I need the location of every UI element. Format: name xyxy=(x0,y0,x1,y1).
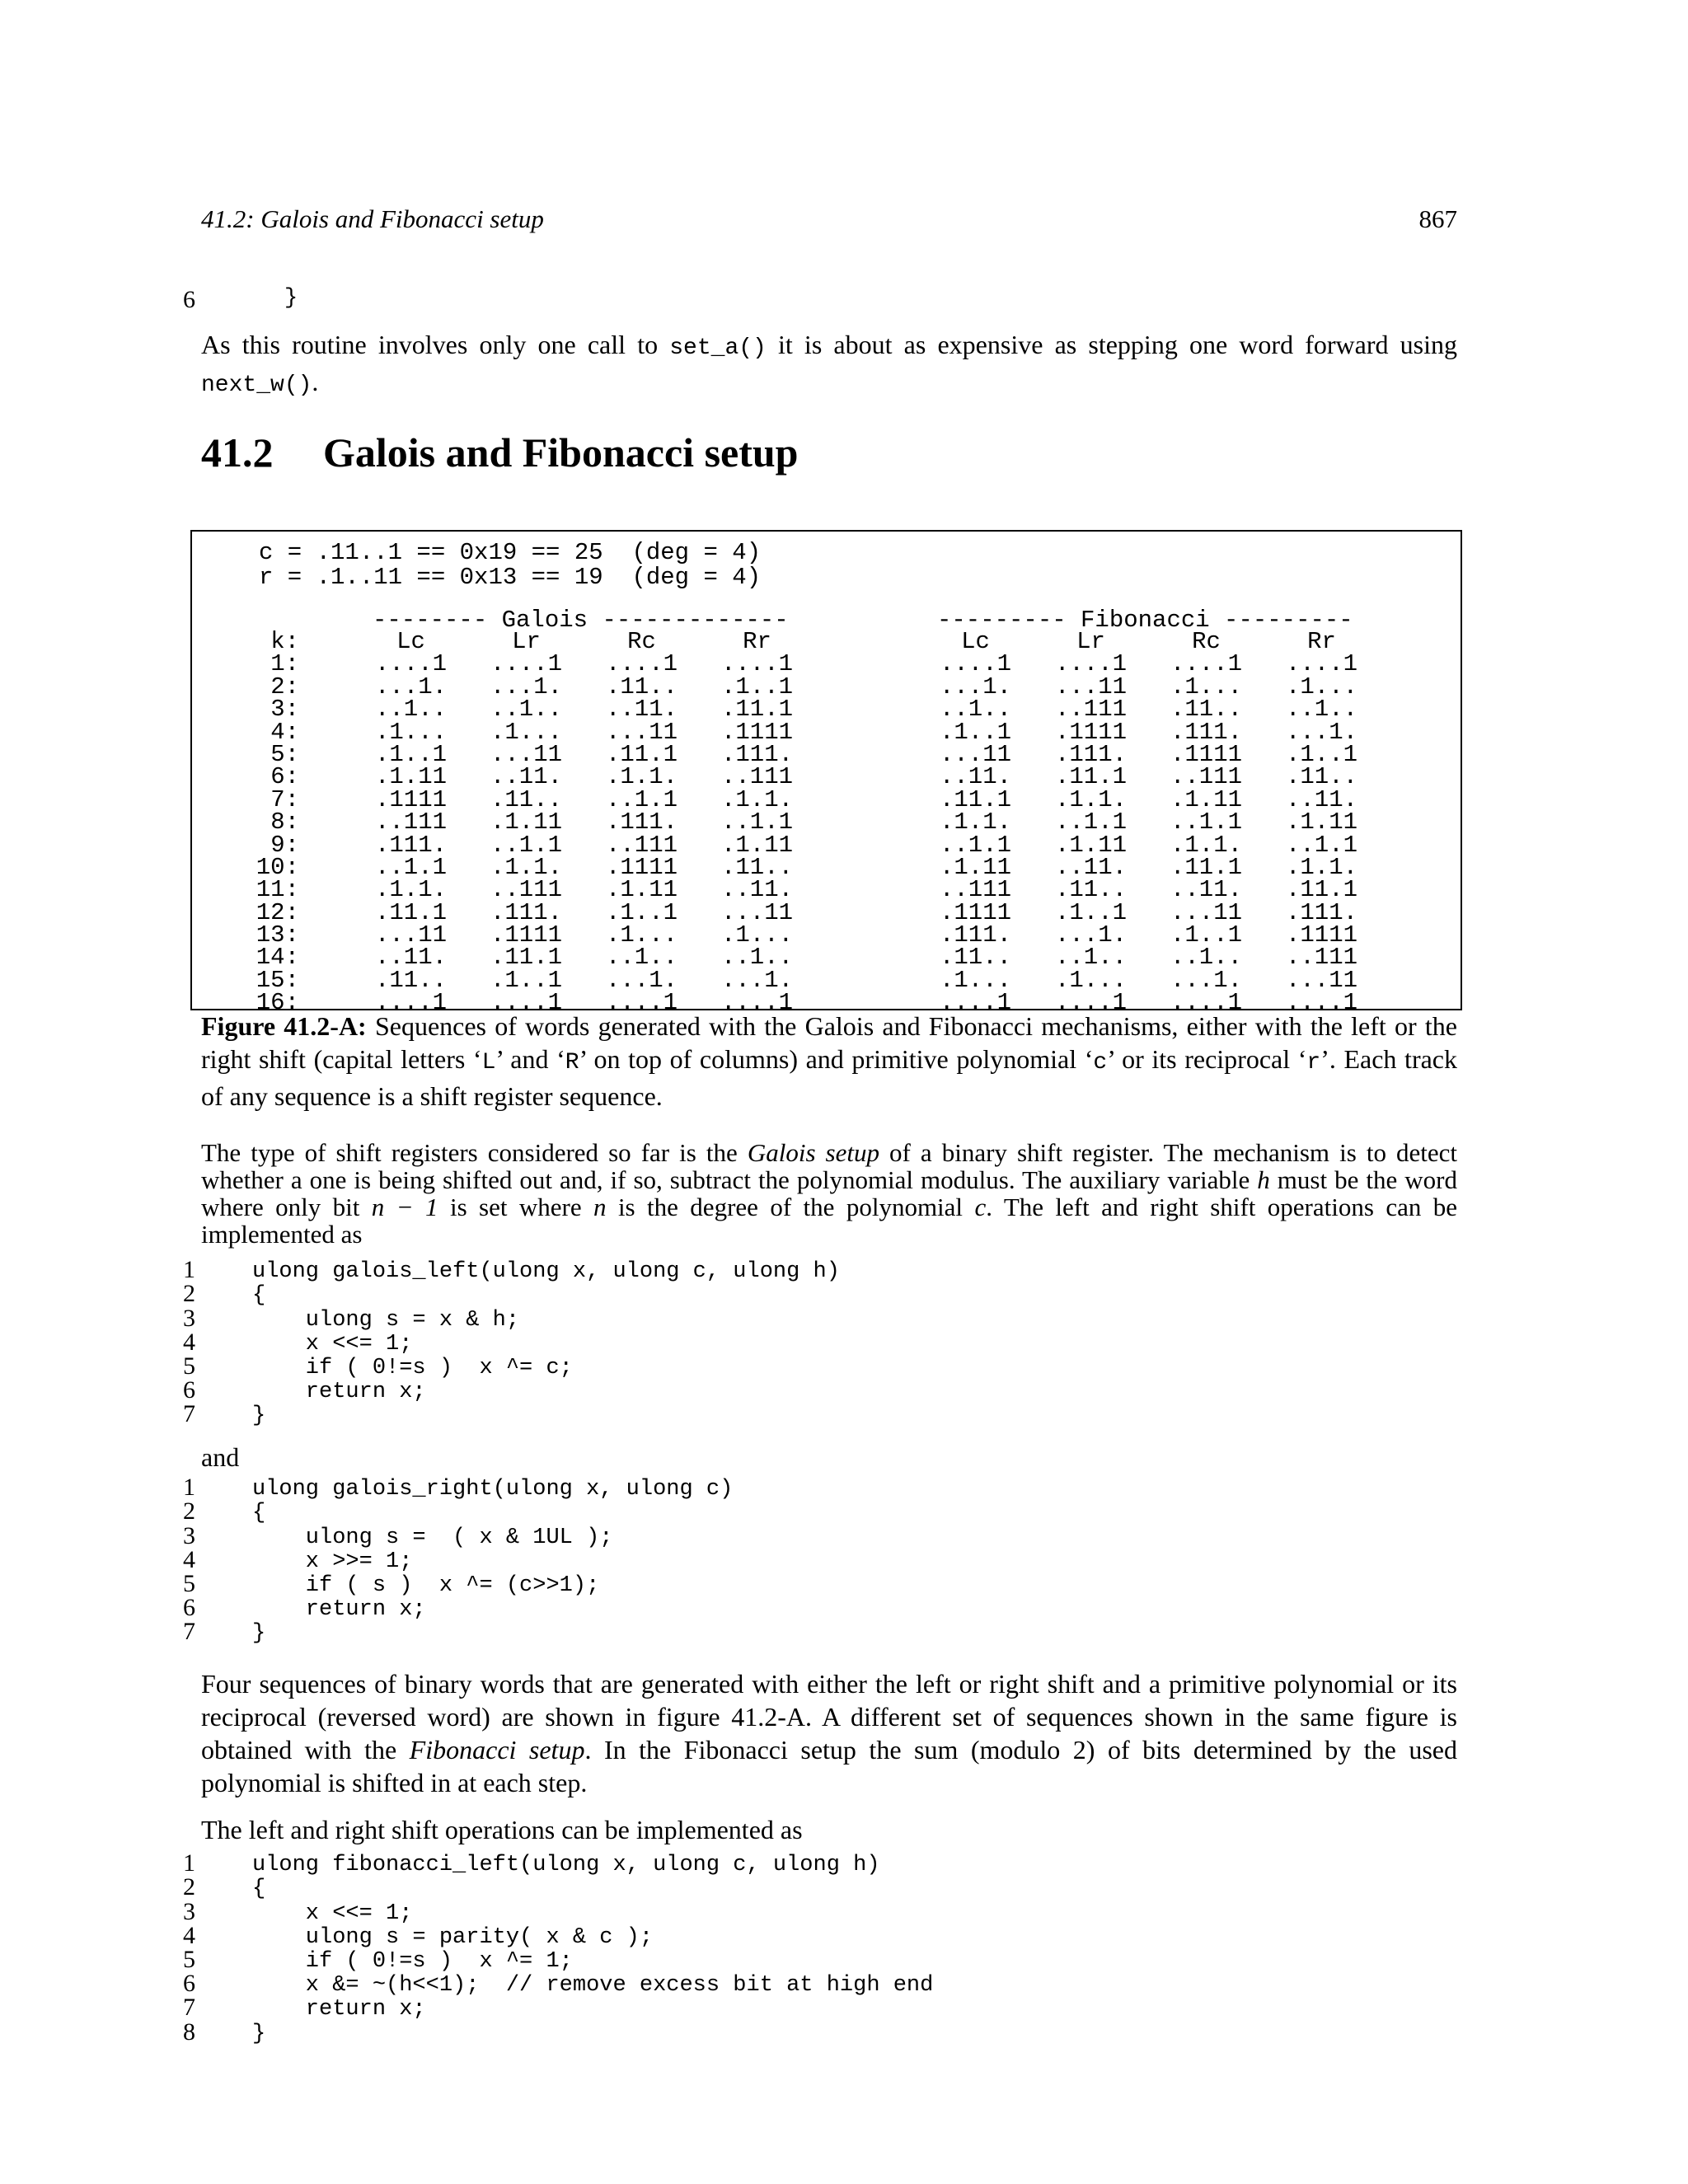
code-listing-galois-left xyxy=(183,1256,840,1429)
sequence-cell: .1... xyxy=(720,921,793,949)
sequence-cell: .1111 xyxy=(605,853,678,881)
sequence-cell: .1.11 xyxy=(1054,831,1127,859)
sequence-cell: ...1. xyxy=(1285,718,1357,746)
sequence-cell: ..11. xyxy=(374,944,447,972)
line-number: 5 xyxy=(183,1569,195,1597)
sequence-cell: ....1 xyxy=(720,650,793,678)
k-cell: 9: xyxy=(270,831,299,859)
sequence-cell: .111. xyxy=(374,831,447,859)
sequence-cell: .1..1 xyxy=(374,740,447,768)
sequence-cell: ..11. xyxy=(1285,785,1357,813)
code-text: ulong fibonacci_left(ulong x, ulong c, ulong h) xyxy=(252,1853,880,1878)
sequence-cell: ...11 xyxy=(605,718,678,746)
line-number: 3 xyxy=(183,1897,195,1925)
line-number: 3 xyxy=(183,1521,195,1549)
sequence-cell: ..111 xyxy=(490,876,562,904)
sequence-cell: ...11 xyxy=(490,740,562,768)
code-text: x <<= 1; xyxy=(252,1331,413,1357)
code-line xyxy=(183,1849,933,1878)
code-text: ulong s = ( x & 1UL ); xyxy=(252,1525,613,1550)
sequence-cell: ....1 xyxy=(939,989,1011,1017)
galois-rr-column xyxy=(718,630,796,1015)
sequence-cell: .1.11 xyxy=(490,808,562,837)
sequence-cell: .11.1 xyxy=(605,740,678,768)
sequence-cell: ...11 xyxy=(1285,966,1357,994)
sequence-cell: .1... xyxy=(490,718,562,746)
sequence-cell: ..1.1 xyxy=(605,785,678,813)
sequence-cell: .1.11 xyxy=(605,876,678,904)
line-number: 1 xyxy=(183,1849,195,1877)
fibonacci-rc-column xyxy=(1167,630,1245,1015)
sequence-cell: .11.. xyxy=(374,966,447,994)
sequence-cell: ..11. xyxy=(1170,876,1242,904)
sequence-cell: ..111 xyxy=(1170,763,1242,791)
sequence-cell: .1... xyxy=(1285,673,1357,701)
sequence-cell: ..111 xyxy=(720,763,793,791)
sequence-cell: .1111 xyxy=(1285,921,1357,949)
sequence-cell: .1.1. xyxy=(374,876,447,904)
sequence-cell: .1.11 xyxy=(1285,808,1357,837)
sequence-cell: .1111 xyxy=(939,898,1011,926)
code-text: ulong galois_left(ulong x, ulong c, ulong h) xyxy=(252,1259,840,1285)
sequence-cell: .11.. xyxy=(605,673,678,701)
caption-text: ’. Each track of any sequence is a shift register sequence. xyxy=(201,1044,1457,1111)
k-cell: 1: xyxy=(270,650,299,678)
shift-ops-paragraph: The left and right shift operations can be implemented as xyxy=(201,1815,803,1844)
k-cell: 4: xyxy=(270,718,299,746)
code-line xyxy=(183,1352,840,1380)
sequence-cell: ...11 xyxy=(1170,898,1242,926)
sequence-cell: ..1.1 xyxy=(1170,808,1242,837)
sequence-cell: .111. xyxy=(720,740,793,768)
sequence-cell: .1111 xyxy=(490,921,562,949)
sequence-cell: ..111 xyxy=(1054,696,1127,724)
section-heading xyxy=(201,429,799,476)
sequence-cell: ..1.1 xyxy=(939,831,1011,859)
sequence-cell: ..111 xyxy=(374,808,447,837)
sequence-cell: .11.1 xyxy=(1285,876,1357,904)
emphasis-galois-setup: Galois setup xyxy=(747,1138,879,1167)
sequence-cell: ....1 xyxy=(374,989,447,1017)
sequence-cell: .111. xyxy=(1170,718,1242,746)
k-cell: 8: xyxy=(270,808,299,837)
code-text: if ( s ) x ^= (c>>1); xyxy=(252,1572,600,1598)
sequence-cell: .11.1 xyxy=(374,898,447,926)
code-line xyxy=(183,1474,734,1502)
sequence-cell: .11.1 xyxy=(1054,763,1127,791)
sequence-cell: .11.1 xyxy=(939,785,1011,813)
sequence-cell: .11.. xyxy=(720,853,793,881)
math-n-minus-1: n − 1 xyxy=(371,1193,438,1221)
caption-text: Sequences of words generated with the Galois and Fibonacci mechanisms, either with the left or the right shift (capital letters ‘ xyxy=(201,1011,1458,1074)
column-header: Lc xyxy=(961,628,990,655)
caption-code-r: r xyxy=(1306,1050,1321,1076)
paragraph-text: The type of shift registers considered so far is the xyxy=(201,1138,748,1167)
line-number: 8 xyxy=(183,2018,195,2046)
code-line xyxy=(183,1897,933,1926)
sequence-cell: ..11. xyxy=(1054,853,1127,881)
sequence-cell: .1111 xyxy=(1054,718,1127,746)
sequence-cell: ..1.. xyxy=(720,944,793,972)
sequence-cell: .1.11 xyxy=(374,763,447,791)
sequence-cell: .11.. xyxy=(490,785,562,813)
math-n: n xyxy=(593,1193,607,1221)
running-title: 41.2: Galois and Fibonacci setup xyxy=(201,204,544,233)
code-line xyxy=(183,1945,933,1974)
figure-line-c: c = .11..1 == 0x19 == 25 (deg = 4) xyxy=(259,539,762,566)
code-text: { xyxy=(252,1283,266,1309)
sequence-cell: .1111 xyxy=(720,718,793,746)
sequence-cell: .11.. xyxy=(1054,876,1127,904)
sequence-cell: ....1 xyxy=(1054,989,1127,1017)
code-line xyxy=(183,1328,840,1357)
sequence-cell: .1..1 xyxy=(1170,921,1242,949)
figure-line-r: r = .1..11 == 0x13 == 19 (deg = 4) xyxy=(259,564,762,591)
figure-label: Figure 41.2-A: xyxy=(201,1011,367,1041)
sequence-cell: ....1 xyxy=(1285,650,1357,678)
code-text: x <<= 1; xyxy=(252,1900,413,1926)
sequence-cell: .11.. xyxy=(939,944,1011,972)
four-sequences-paragraph xyxy=(201,1667,1457,1799)
caption-text: ’ on top of columns) and primitive polynomial ‘ xyxy=(579,1044,1094,1074)
code-line xyxy=(183,1256,840,1285)
line-number: 4 xyxy=(183,1545,195,1573)
line-number: 4 xyxy=(183,1921,195,1949)
sequence-cell: ..1.1 xyxy=(1054,808,1127,837)
sequence-cell: .111. xyxy=(1054,740,1127,768)
sequence-cell: .11.1 xyxy=(490,944,562,972)
code-listing-fibonacci-left xyxy=(183,1849,934,2046)
sequence-cell: ..1.. xyxy=(605,944,678,972)
line-number: 7 xyxy=(183,1400,195,1428)
line-number: 6 xyxy=(183,1376,195,1404)
sequence-cell: .111. xyxy=(939,921,1011,949)
sequence-cell: ....1 xyxy=(1285,989,1357,1017)
sequence-cell: ....1 xyxy=(605,650,678,678)
code-text: return x; xyxy=(252,1597,426,1623)
caption-code-R: R xyxy=(565,1050,579,1076)
sequence-cell: .1.1. xyxy=(1054,785,1127,813)
sequence-cell: .1.1. xyxy=(605,763,678,791)
code-text: ulong s = parity( x & c ); xyxy=(252,1924,654,1950)
k-cell: 11: xyxy=(256,876,299,904)
sequence-cell: ..1.. xyxy=(374,696,447,724)
k-cell: 7: xyxy=(270,785,299,813)
sequence-cell: .1... xyxy=(1054,966,1127,994)
sequence-cell: ..1.. xyxy=(490,696,562,724)
sequence-cell: .1..1 xyxy=(1054,898,1127,926)
sequence-cell: ....1 xyxy=(939,650,1011,678)
sequence-cell: .1.1. xyxy=(1170,831,1242,859)
inline-code-next-w: next_w() xyxy=(201,373,312,398)
paragraph-text: Four sequences of binary words that are generated with either the left or right shift and a primitive polynomial or its reciprocal (reversed word) are shown in figure 41.2-A. A different set of sequences shown in the same figure is obtained with the xyxy=(201,1669,1457,1765)
code-text: { xyxy=(252,1501,266,1526)
code-line xyxy=(183,1497,733,1526)
code-text: return x; xyxy=(252,1997,426,2022)
k-cell: 12: xyxy=(256,898,299,926)
code-line xyxy=(183,1521,733,1550)
sequence-cell: .1... xyxy=(374,718,447,746)
k-cell: 13: xyxy=(256,921,299,949)
k-cell: 3: xyxy=(270,696,299,724)
sequence-cell: ...11 xyxy=(939,740,1011,768)
sequence-cell: .1.1. xyxy=(1285,853,1357,881)
sequence-cell: .1... xyxy=(1170,673,1242,701)
sequence-cell: ...1. xyxy=(720,966,793,994)
sequence-cell: ...1. xyxy=(490,673,562,701)
line-number: 6 xyxy=(183,1970,195,1998)
sequence-cell: ...1. xyxy=(939,673,1011,701)
code-line xyxy=(183,1280,840,1309)
sequence-cell: .11.1 xyxy=(720,696,793,724)
fibonacci-rr-column xyxy=(1282,630,1361,1015)
sequence-cell: ...11 xyxy=(720,898,793,926)
section-number: 41.2 xyxy=(201,429,274,476)
sequence-cell: .1.11 xyxy=(939,853,1011,881)
intro-text-3: . xyxy=(312,367,319,396)
sequence-cell: ..11. xyxy=(720,876,793,904)
line-number: 5 xyxy=(183,1352,195,1380)
sequence-cell: ..1.. xyxy=(1054,944,1127,972)
code-line xyxy=(183,1376,840,1405)
sequence-cell: ..11. xyxy=(605,696,678,724)
sequence-cell: .1111 xyxy=(1170,740,1242,768)
k-header: k: xyxy=(270,628,299,655)
sequence-cell: ..11. xyxy=(939,763,1011,791)
code-line xyxy=(183,1304,840,1333)
code-text: } xyxy=(252,1404,266,1429)
sequence-cell: ..1.. xyxy=(939,696,1011,724)
sequence-cell: ....1 xyxy=(490,650,562,678)
sequence-cell: ..1.1 xyxy=(720,808,793,837)
code-text: if ( 0!=s ) x ^= 1; xyxy=(252,1948,573,1974)
sequence-cell: .1..1 xyxy=(490,966,562,994)
line-number: 5 xyxy=(183,1945,195,1973)
column-header: Rr xyxy=(743,628,771,655)
sequence-cell: .1..1 xyxy=(1285,740,1357,768)
sequence-cell: ..1.. xyxy=(1170,944,1242,972)
sequence-cell: .1.1. xyxy=(939,808,1011,837)
column-header: Rc xyxy=(1192,628,1221,655)
code-line xyxy=(183,1400,840,1429)
code-text: ulong s = x & h; xyxy=(252,1307,520,1333)
caption-text: ’ and ‘ xyxy=(495,1044,565,1074)
code-text: return x; xyxy=(252,1380,426,1405)
inline-code-set-a: set_a() xyxy=(669,335,767,361)
galois-lc-column xyxy=(372,630,450,1015)
column-header: Lc xyxy=(396,628,425,655)
line-number: 1 xyxy=(183,1474,195,1502)
column-header: Rr xyxy=(1307,628,1336,655)
caption-code-c: c xyxy=(1093,1050,1108,1076)
sequence-cell: .1.1. xyxy=(490,853,562,881)
sequence-cell: .1111 xyxy=(374,785,447,813)
sequence-cell: ...1. xyxy=(605,966,678,994)
k-cell: 16: xyxy=(256,989,299,1017)
sequence-cell: ..1.1 xyxy=(1285,831,1357,859)
paragraph-text: is set where xyxy=(438,1193,594,1221)
line-number: 2 xyxy=(183,1280,195,1308)
intro-paragraph xyxy=(201,328,1457,402)
column-header: Rc xyxy=(627,628,656,655)
sequence-cell: .1... xyxy=(605,921,678,949)
line-number: 2 xyxy=(183,1873,195,1901)
sequence-cell: ....1 xyxy=(605,989,678,1017)
paragraph-text: . In the Fibonacci setup the sum (modulo 2) of bits determined by the used polynomial is shifted in at each step. xyxy=(201,1735,1458,1797)
math-c: c xyxy=(974,1193,987,1221)
sequence-cell: .1.11 xyxy=(1170,785,1242,813)
sequence-cell: ...1. xyxy=(1054,921,1127,949)
sequence-cell: ...11 xyxy=(1054,673,1127,701)
fibonacci-lr-column xyxy=(1052,630,1130,1015)
and-word: and xyxy=(201,1442,240,1472)
fibonacci-lc-column xyxy=(936,630,1015,1015)
galois-lr-column xyxy=(487,630,565,1015)
code-text: x &= ~(h<<1); // remove excess bit at high end xyxy=(252,1973,934,1999)
code-line xyxy=(183,1569,733,1598)
sequence-cell: .1..1 xyxy=(720,673,793,701)
code-line-number: 6 xyxy=(183,286,195,313)
sequence-cell: .11.. xyxy=(1285,763,1357,791)
code-text: if ( 0!=s ) x ^= c; xyxy=(252,1355,573,1380)
code-text: { xyxy=(252,1877,266,1902)
sequence-cell: .1.11 xyxy=(720,831,793,859)
code-listing-galois-right xyxy=(183,1474,734,1647)
sequence-cell: .1.1. xyxy=(720,785,793,813)
paragraph-text: of a binary shift register. The mechanism is to detect whether a one is being shifted out and, if so, subtract the polynomial modulus. The auxiliary variable xyxy=(201,1138,1457,1194)
paragraph-text: . The left and right shift operations can be implemented as xyxy=(201,1193,1458,1249)
sequence-cell: .1..1 xyxy=(939,718,1011,746)
figure-caption xyxy=(201,1010,1457,1113)
galois-rc-column xyxy=(603,630,681,1015)
code-text: } xyxy=(252,2021,266,2046)
sequence-cell: .11.. xyxy=(1170,696,1242,724)
k-cell: 15: xyxy=(256,966,299,994)
paragraph-text: must be the word where only bit xyxy=(201,1165,1457,1221)
sequence-cell: ..1.1 xyxy=(374,853,447,881)
sequence-cell: ....1 xyxy=(1054,650,1127,678)
sequence-cell: ..1.. xyxy=(1285,696,1357,724)
sequence-cell: ..111 xyxy=(939,876,1011,904)
sequence-cell: ...11 xyxy=(374,921,447,949)
k-cell: 5: xyxy=(270,740,299,768)
sequence-cell: .111. xyxy=(605,808,678,837)
caption-text: ’ or its reciprocal ‘ xyxy=(1107,1044,1307,1074)
paragraph-text: is the degree of the polynomial xyxy=(606,1193,975,1221)
sequence-cell: .111. xyxy=(1285,898,1357,926)
code-line xyxy=(183,1873,933,1902)
k-cell: 2: xyxy=(270,673,299,701)
galois-group-header: -------- Galois ------------- xyxy=(373,607,789,634)
line-number: 1 xyxy=(183,1256,195,1284)
fibonacci-group-header: --------- Fibonacci --------- xyxy=(937,607,1353,634)
line-number: 7 xyxy=(183,1618,195,1646)
code-text: ulong galois_right(ulong x, ulong c) xyxy=(252,1477,734,1502)
k-cell: 14: xyxy=(256,944,299,972)
column-header: Lr xyxy=(1076,628,1105,655)
k-column xyxy=(254,630,299,1015)
code-line xyxy=(183,1594,733,1623)
sequence-cell: ...1. xyxy=(374,673,447,701)
line-number: 7 xyxy=(183,1994,195,2022)
section-title: Galois and Fibonacci setup xyxy=(323,429,799,476)
sequence-cell: ....1 xyxy=(1170,989,1242,1017)
sequence-cell: ....1 xyxy=(1170,650,1242,678)
code-line-text: } xyxy=(284,286,298,311)
intro-text-1: As this routine involves only one call to xyxy=(201,330,670,359)
code-line xyxy=(183,2018,933,2046)
code-line xyxy=(183,1970,934,1999)
sequence-cell: ....1 xyxy=(720,989,793,1017)
caption-code-L: L xyxy=(481,1050,496,1076)
line-number: 4 xyxy=(183,1328,195,1356)
sequence-cell: ..111 xyxy=(1285,944,1357,972)
figure-box xyxy=(190,530,1462,1017)
code-text: } xyxy=(252,1621,266,1647)
code-line xyxy=(183,1545,733,1574)
page-number: 867 xyxy=(1418,204,1457,233)
emphasis-fibonacci-setup: Fibonacci setup xyxy=(409,1735,585,1765)
sequence-cell: ..11. xyxy=(490,763,562,791)
math-h: h xyxy=(1257,1165,1270,1194)
intro-text-2: it is about as expensive as stepping one word forward using xyxy=(766,330,1458,359)
sequence-cell: .111. xyxy=(490,898,562,926)
sequence-cell: ...1. xyxy=(1170,966,1242,994)
code-line xyxy=(183,1994,933,2022)
column-header: Lr xyxy=(512,628,541,655)
sequence-cell: ..111 xyxy=(605,831,678,859)
line-number: 6 xyxy=(183,1594,195,1622)
sequence-cell: ..1.1 xyxy=(490,831,562,859)
sequence-cell: .11.1 xyxy=(1170,853,1242,881)
galois-setup-paragraph xyxy=(201,1139,1457,1248)
k-cell: 10: xyxy=(256,853,299,881)
sequence-cell: .1... xyxy=(939,966,1011,994)
code-line xyxy=(183,1618,733,1647)
code-text: x >>= 1; xyxy=(252,1549,413,1574)
sequence-cell: ....1 xyxy=(374,650,447,678)
sequence-cell: .1..1 xyxy=(605,898,678,926)
sequence-cell: ....1 xyxy=(490,989,562,1017)
line-number: 3 xyxy=(183,1304,195,1332)
code-line xyxy=(183,1921,933,1950)
line-number: 2 xyxy=(183,1497,195,1526)
k-cell: 6: xyxy=(270,763,299,791)
